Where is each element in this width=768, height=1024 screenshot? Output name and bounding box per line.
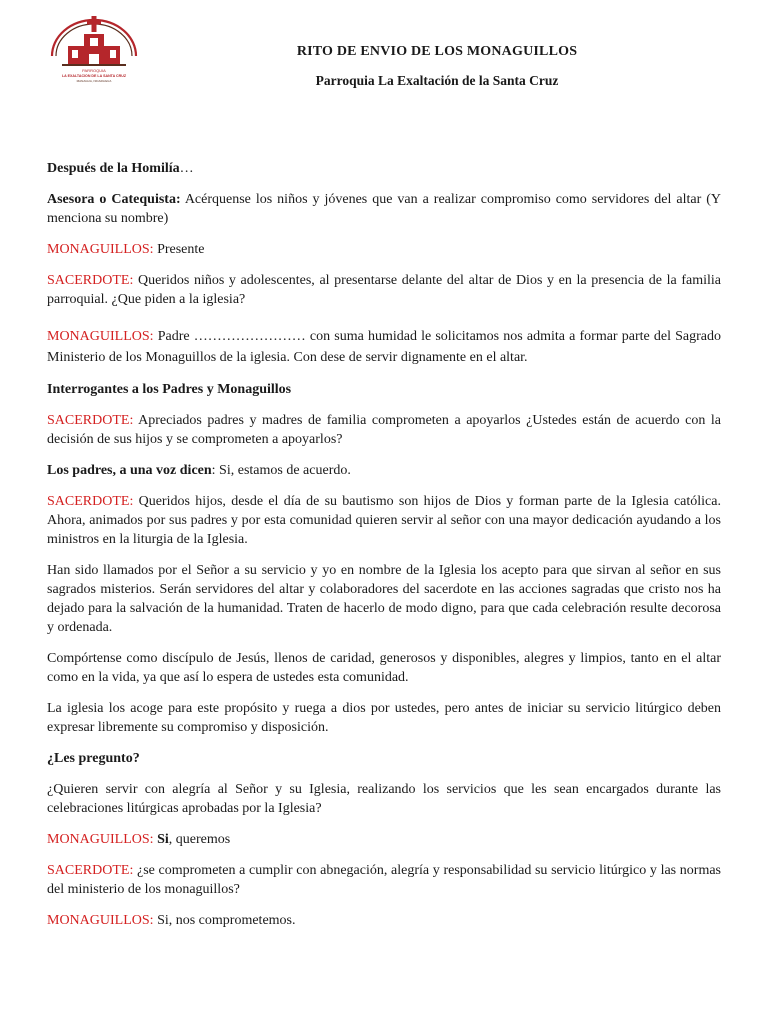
paragraph-priest-to-parents — [47, 411, 721, 449]
text: : Si, estamos de acuerdo. — [211, 463, 351, 478]
paragraph-priest-question — [47, 271, 721, 309]
document-title: RITO DE ENVIO DE LOS MONAGUILLOS — [296, 44, 578, 59]
paragraph-altar-boys-yes — [47, 830, 721, 849]
text: Queridos hijos, desde el día de su bautismo son hijos de Dios y forman parte de la Iglesia católica. Ahora, animados por sus padres y por esta comunidad quieren servir al señor con una mayor dedicación ayudando a los ministros en la liturgia de la Iglesia. — [47, 494, 721, 547]
paragraph-church-welcomes: La iglesia los acoge para este propósito y ruega a dios por ustedes, pero antes de iniciar su servicio litúrgico deben expresar libremente su compromiso y disposición. — [47, 701, 721, 735]
logo-caption-3: MANAGUA, NICARAGUA — [76, 79, 112, 83]
logo-caption-2: LA EXALTACION DE LA SANTA CRUZ — [61, 74, 127, 78]
paragraph-behave-as-disciples: Compórtense como discípulo de Jesús, llenos de caridad, generosos y disponibles, alegres y limpios, tanto en el altar como en la vida, ya que así lo espera de ustedes esta comunidad. — [47, 651, 721, 685]
bold-text: Después de la Homilía — [47, 161, 180, 176]
paragraph-altar-boys-commit — [47, 911, 721, 930]
speaker-label: MONAGUILLOS: — [47, 913, 154, 928]
document-header — [150, 44, 724, 89]
paragraph-priest-commitment — [47, 861, 721, 899]
paragraph-priest-to-children — [47, 492, 721, 549]
paragraph-altar-boys-present — [47, 240, 721, 259]
text: , queremos — [168, 832, 231, 847]
paragraph-altar-boys-request — [47, 326, 721, 368]
text: Si, nos comprometemos. — [153, 913, 296, 928]
paragraph-catechist — [47, 190, 721, 228]
paragraph-called-by-lord: Han sido llamados por el Señor a su servicio y yo en nombre de la Iglesia los acepto para que sirvan al señor en sus sagrados misterios. Serán servidores del altar y colaboradores del sacerdote en las acciones sagradas que cristo nos ha dejado para la salvación de la humanidad. Traten de hacerlo de modo digno, para que cada celebración resulte decorosa y ordenada. — [47, 563, 721, 635]
paragraph-after-homily — [47, 159, 721, 178]
section-heading-questions: Interrogantes a los Padres y Monaguillos — [47, 382, 292, 397]
text: Apreciados padres y madres de familia comprometen a apoyarlos ¿Ustedes están de acuerdo con la decisión de sus hijos y se comprometen a apoyarlos? — [47, 413, 721, 447]
text: Padre …………………… con suma humidad le solicitamos nos admita a formar parte del Sagrado Ministerio de los Monaguillos de la iglesia. Con dese de servir dignamente en el altar. — [47, 329, 721, 365]
parish-logo — [44, 16, 144, 84]
cross-icon-bar — [87, 20, 101, 25]
speaker-label: SACERDOTE: — [47, 863, 134, 878]
section-heading-i-ask: ¿Les pregunto? — [47, 751, 140, 766]
logo-caption-1: PARROQUIA — [82, 68, 106, 73]
speaker-label: MONAGUILLOS: — [47, 242, 154, 257]
speaker-label: SACERDOTE: — [47, 273, 134, 288]
speaker-label: Los padres, a una voz dicen — [47, 463, 212, 478]
paragraph-want-to-serve: ¿Quieren servir con alegría al Señor y su Iglesia, realizando los servicios que les sean encargados durante las celebraciones litúrgicas aprobadas por la Iglesia? — [47, 782, 721, 816]
speaker-label: SACERDOTE: — [47, 413, 134, 428]
text: … — [179, 161, 194, 176]
text: Presente — [153, 242, 205, 257]
speaker-label: MONAGUILLOS: — [47, 832, 154, 847]
text: ¿se comprometen a cumplir con abnegación, alegría y responsabilidad su servicio litúrgico y las normas del ministerio de los monaguillos? — [47, 863, 721, 897]
text: Acérquense los niños y jóvenes que van a realizar compromiso como servidores del altar (Y menciona su nombre) — [47, 192, 721, 226]
speaker-label: Asesora o Catequista: — [47, 192, 181, 207]
text: Queridos niños y adolescentes, al presentarse delante del altar de Dios y en la presencia de la familia parroquial. ¿Que piden a la iglesia? — [47, 273, 721, 307]
speaker-label: MONAGUILLOS: — [47, 329, 154, 344]
church-window-icon — [90, 38, 98, 46]
document-body — [47, 159, 721, 942]
bold-text: Si — [153, 832, 169, 847]
speaker-label: SACERDOTE: — [47, 494, 134, 509]
paragraph-parents-answer — [47, 461, 721, 480]
document-subtitle: Parroquia La Exaltación de la Santa Cruz — [315, 73, 559, 88]
